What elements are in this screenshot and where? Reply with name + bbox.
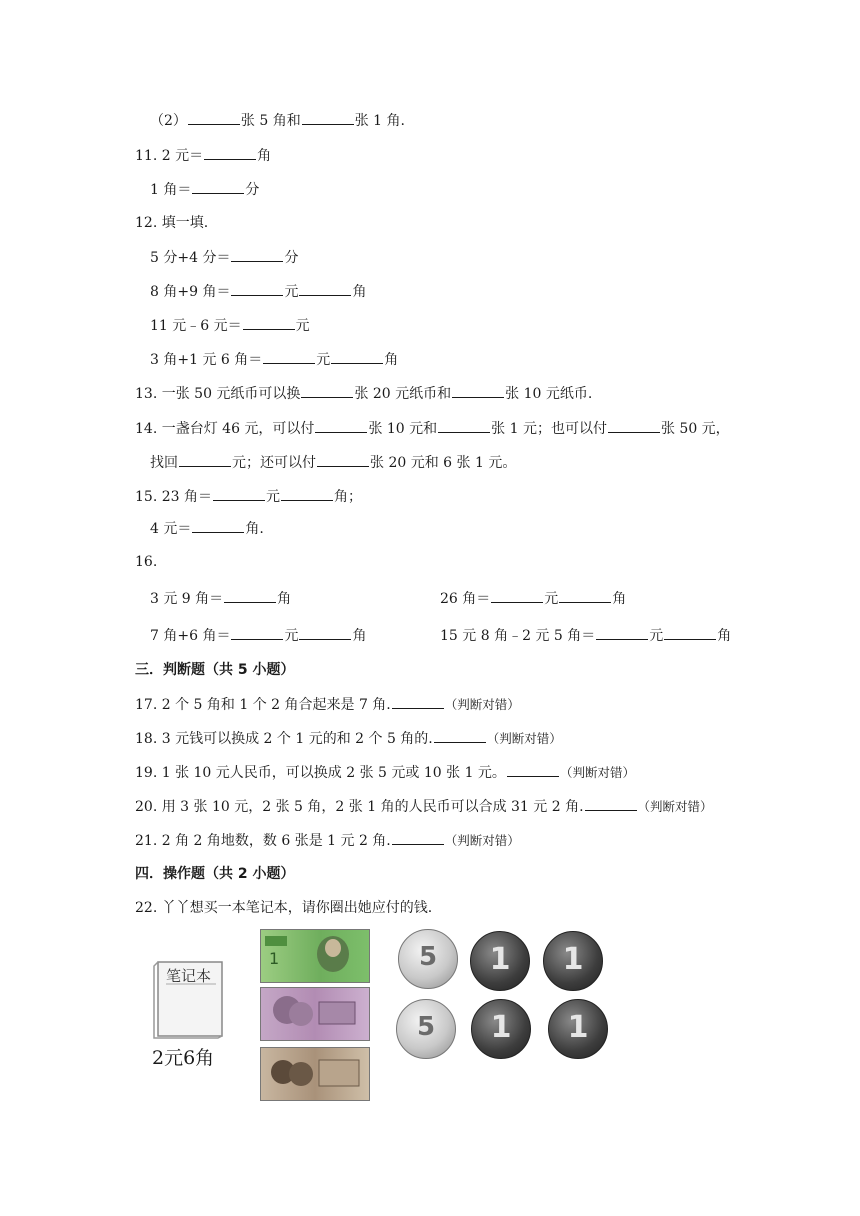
answer-blank[interactable] — [192, 518, 244, 533]
q19-line: 19. 1 张 10 元人民币，可以换成 2 张 5 元或 10 张 1 元。 （判断对错） — [135, 762, 635, 783]
one-yuan-banknote[interactable] — [260, 929, 370, 983]
answer-blank[interactable] — [263, 349, 315, 364]
q21-line: 21. 2 角 2 角地数，数 6 张是 1 元 2 角. （判断对错） — [135, 830, 520, 851]
answer-blank[interactable] — [664, 625, 716, 640]
question-number: 20. — [135, 799, 158, 815]
q12-line4: 3 角+1 元 6 角＝ 元 角 — [150, 349, 398, 370]
question-number: 16. — [135, 554, 158, 570]
answer-blank[interactable] — [608, 418, 660, 433]
one-yuan-coin[interactable]: 1 — [471, 999, 531, 1059]
q16-left2: 7 角+6 角＝ 元 角 — [150, 625, 366, 646]
notebook-label: 笔记本 — [166, 967, 212, 985]
q10-line: （2） 张 5 角和 张 1 角. — [150, 110, 405, 131]
answer-blank[interactable] — [302, 110, 354, 125]
section-heading-operation: 四．操作题（共 2 小题） — [135, 866, 295, 882]
q11-line2: 1 角＝ 分 — [150, 179, 259, 200]
question-number: 15. — [135, 489, 158, 505]
q15-line2: 4 元＝ 角. — [150, 518, 264, 539]
answer-blank[interactable] — [231, 281, 283, 296]
q14-line1: 14. 一盏台灯 46 元，可以付 张 10 元和 张 1 元；也可以付 张 50 元， — [135, 418, 730, 439]
answer-blank[interactable] — [438, 418, 490, 433]
q22-line: 22. 丫丫想买一本笔记本，请你圈出她应付的钱. — [135, 900, 433, 916]
answer-blank[interactable] — [231, 247, 283, 262]
one-jiao-banknote[interactable] — [260, 1047, 370, 1101]
question-number: 21. — [135, 833, 158, 849]
q20-line: 20. 用 3 张 10 元，2 张 5 角，2 张 1 角的人民币可以合成 31 元 2 角. （判断对错） — [135, 796, 713, 817]
answer-blank[interactable] — [213, 486, 265, 501]
question-number: 18. — [135, 731, 158, 747]
figures-icon — [261, 988, 369, 1040]
answer-blank[interactable] — [392, 694, 444, 709]
answer-blank[interactable] — [231, 625, 283, 640]
answer-blank[interactable] — [559, 588, 611, 603]
answer-blank[interactable] — [507, 762, 559, 777]
q16-number — [135, 552, 157, 572]
answer-blank[interactable] — [331, 349, 383, 364]
answer-blank[interactable] — [315, 418, 367, 433]
q12-line2: 8 角+9 角＝ 元 角 — [150, 281, 366, 302]
five-jiao-coin[interactable]: 5 — [398, 929, 458, 989]
question-number: 19. — [135, 765, 158, 781]
answer-blank[interactable] — [192, 179, 244, 194]
five-jiao-coin[interactable]: 5 — [396, 999, 456, 1059]
q16-left1: 3 元 9 角＝ 角 — [150, 588, 291, 609]
portrait-icon — [261, 930, 369, 982]
q12-title: 12. 填一填. — [135, 215, 209, 231]
answer-blank[interactable] — [299, 281, 351, 296]
q13-line: 13. 一张 50 元纸币可以换 张 20 元纸币和 张 10 元纸币. — [135, 383, 592, 404]
question-number: 14. — [135, 421, 158, 437]
answer-blank[interactable] — [301, 383, 353, 398]
question-number: 22. — [135, 900, 158, 916]
question-number: 17. — [135, 697, 158, 713]
svg-text:1: 1 — [269, 949, 280, 968]
answer-blank[interactable] — [224, 588, 276, 603]
question-number: 13. — [135, 386, 158, 402]
answer-blank[interactable] — [299, 625, 351, 640]
answer-blank[interactable] — [452, 383, 504, 398]
q14-line2: 找回 元；还可以付 张 20 元和 6 张 1 元。 — [150, 452, 516, 473]
q15-line1: 15. 23 角＝ 元 角； — [135, 486, 362, 507]
q17-line: 17. 2 个 5 角和 1 个 2 角合起来是 7 角. （判断对错） — [135, 694, 520, 715]
one-yuan-coin[interactable]: 1 — [548, 999, 608, 1059]
notebook-price: 2元6角 — [152, 1047, 215, 1069]
question-number: 12. — [135, 215, 158, 231]
q11-line1: 11. 2 元＝ 角 — [135, 145, 271, 166]
q16-right2: 15 元 8 角﹣2 元 5 角＝ 元 角 — [440, 625, 731, 646]
figures-icon — [261, 1048, 369, 1100]
answer-blank[interactable] — [317, 452, 369, 467]
question-number: 11. — [135, 148, 158, 164]
answer-blank[interactable] — [491, 588, 543, 603]
answer-blank[interactable] — [243, 315, 295, 330]
q12-line1: 5 分+4 分＝ 分 — [150, 247, 298, 268]
five-jiao-banknote[interactable] — [260, 987, 370, 1041]
one-yuan-coin[interactable]: 1 — [470, 931, 530, 991]
answer-blank[interactable] — [179, 452, 231, 467]
q12-line3: 11 元﹣6 元＝ 元 — [150, 315, 310, 336]
q16-right1: 26 角＝ 元 角 — [440, 588, 626, 609]
q18-line: 18. 3 元钱可以换成 2 个 1 元的和 2 个 5 角的. （判断对错） — [135, 728, 562, 749]
answer-blank[interactable] — [585, 796, 637, 811]
answer-blank[interactable] — [188, 110, 240, 125]
answer-blank[interactable] — [281, 486, 333, 501]
section-heading-judgement: 三．判断题（共 5 小题） — [135, 662, 295, 678]
one-yuan-coin[interactable]: 1 — [543, 931, 603, 991]
answer-blank[interactable] — [392, 830, 444, 845]
answer-blank[interactable] — [204, 145, 256, 160]
answer-blank[interactable] — [596, 625, 648, 640]
answer-blank[interactable] — [434, 728, 486, 743]
